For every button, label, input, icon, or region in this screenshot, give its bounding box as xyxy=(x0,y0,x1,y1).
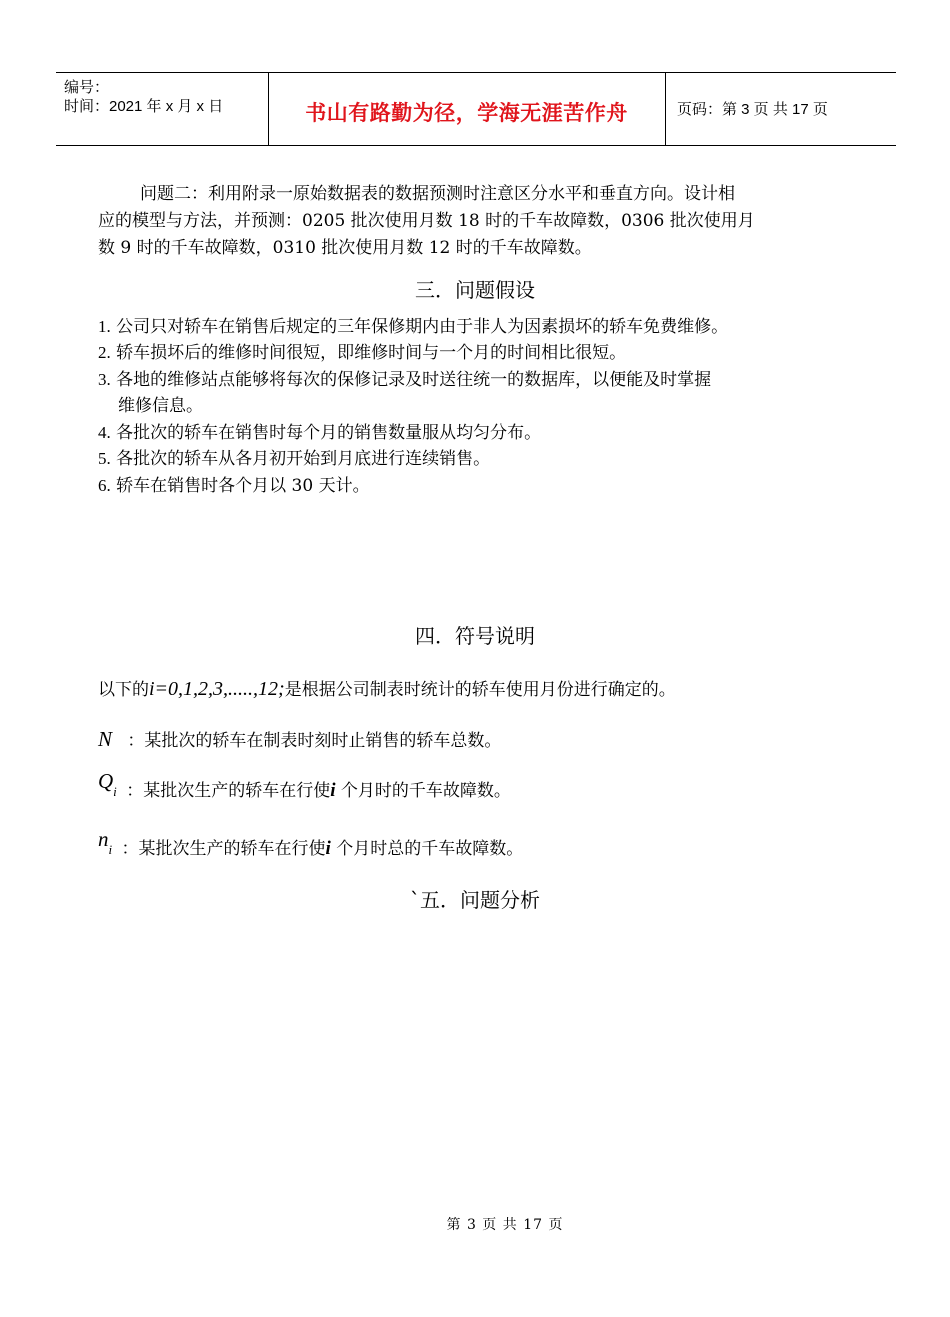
page-footer: 第 3 页 共 17 页 xyxy=(446,1217,564,1233)
header-left-cell xyxy=(56,73,269,145)
assumption-item: 5. 各批次的轿车从各月初开始到月底进行连续销售。 xyxy=(98,449,491,469)
assumption-item: 1. 公司只对轿车在销售后规定的三年保修期内由于非人为因素损坏的轿车免费维修。 xyxy=(98,317,729,337)
assumption-item-continuation: 维修信息。 xyxy=(118,396,203,416)
page-info: 页码：第 3 页 共 17 页 xyxy=(677,101,828,118)
header-right-cell xyxy=(665,73,896,145)
index-range: i=0,1,2,3,.....,12; xyxy=(149,678,285,700)
section-3-title: 三．问题假设 xyxy=(415,278,535,302)
intro-line-1: 问题二：利用附录一原始数据表的数据预测时注意区分水平和垂直方向。设计相 xyxy=(140,184,735,204)
number-label: 编号： xyxy=(64,79,110,96)
page-header xyxy=(56,72,896,146)
symbol-Q-i: $Q_i$ ：某批次生产的轿车在行使i 个月时的千车故障数。 xyxy=(98,769,511,801)
section-4-title: 四．符号说明 xyxy=(415,624,535,648)
assumption-item: 6. 轿车在销售时各个月以 30 天计。 xyxy=(98,476,370,496)
intro-line-3: 数 9 时的千车故障数，0310 批次使用月数 12 时的千车故障数。 xyxy=(98,238,592,258)
assumption-item: 2. 轿车损坏后的维修时间很短，即维修时间与一个月的时间相比很短。 xyxy=(98,343,627,363)
header-center-cell xyxy=(268,73,666,145)
section-5-title: `五．问题分析 xyxy=(410,888,540,912)
assumption-item: 3. 各地的维修站点能够将每次的保修记录及时送往统一的数据库，以便能及时掌握 xyxy=(98,370,712,390)
intro-line-2: 应的模型与方法，并预测：0205 批次使用月数 18 时的千车故障数，0306 批次使用月 xyxy=(98,211,755,231)
symbol-intro: 以下的i=0,1,2,3,.....,12;是根据公司制表时统计的轿车使用月份进行确定的。 xyxy=(98,678,676,700)
date-line: 时间：2021 年 x 月 x 日 xyxy=(64,98,224,115)
symbol-n-i: $n_i$ ：某批次生产的轿车在行使i 个月时总的千车故障数。 xyxy=(98,827,524,859)
symbol-N: N ：某批次的轿车在制表时刻时止销售的轿车总数。 xyxy=(98,727,502,751)
motto: 书山有路勤为径，学海无涯苦作舟 xyxy=(305,101,628,125)
assumption-item: 4. 各批次的轿车在销售时每个月的销售数量服从均匀分布。 xyxy=(98,423,542,443)
